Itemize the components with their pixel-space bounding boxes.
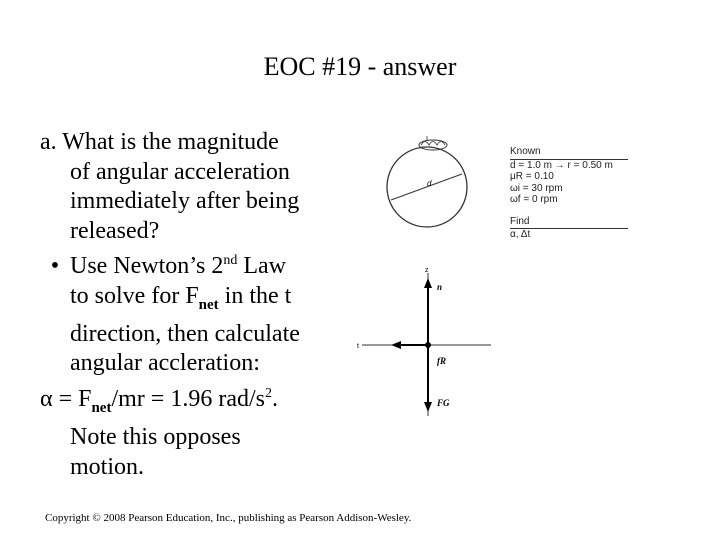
- question-line-4: released?: [70, 217, 160, 244]
- bullet-line-2: [40, 282, 370, 320]
- known-box: [510, 146, 628, 241]
- friction-force-label: fR: [437, 356, 446, 366]
- bullet-sup: nd: [223, 253, 238, 268]
- bullet-text-2: to solve for F: [70, 282, 199, 309]
- formula-line: [40, 379, 370, 423]
- friction-arrowhead: [391, 341, 401, 349]
- question-line-3: immediately after being: [70, 188, 300, 214]
- slide-title-text: EOC #19 - answer: [263, 52, 457, 81]
- formula-pre: α = F: [40, 385, 92, 412]
- question-line-2: of angular acceleration: [70, 158, 290, 185]
- slide-title: [0, 52, 720, 82]
- known-item-4: ωf = 0 rpm: [510, 194, 558, 205]
- known-item-1: d = 1.0 m → r = 0.50 m: [510, 159, 613, 171]
- formula-mid: /mr = 1.96 rad/s: [111, 385, 265, 412]
- bullet-text-1b: Law: [237, 253, 286, 279]
- question-line-1: a. What is the magnitude: [40, 129, 279, 155]
- point-dot: [425, 342, 431, 348]
- formula-sub: net: [91, 399, 112, 416]
- body-text: [40, 128, 370, 482]
- note-line-2: motion.: [70, 453, 145, 480]
- bullet-text-2b: in the t: [218, 282, 292, 309]
- known-spacer: [510, 206, 628, 216]
- normal-arrowhead: [424, 278, 432, 288]
- find-heading: Find: [510, 215, 530, 227]
- find-item-1: α, Δt: [510, 229, 531, 240]
- bullet-line-1: [40, 246, 370, 282]
- bullet-line-3: direction, then calculate: [70, 320, 300, 347]
- bullet-text-1: Use Newton’s 2: [70, 253, 224, 279]
- formula-sup: 2: [264, 385, 272, 401]
- note-line-1: Note this opposes: [70, 424, 241, 451]
- gravity-arrowhead: [424, 402, 432, 412]
- known-item-3: ωi = 30 rpm: [510, 182, 563, 194]
- bullet-line-4: angular accleration:: [70, 350, 260, 377]
- z-axis-label: z: [425, 267, 429, 274]
- copyright-text: Copyright © 2008 Pearson Education, Inc., publishing as Pearson Addison-Wesley.: [45, 512, 412, 524]
- bullet-sub: net: [198, 296, 219, 313]
- known-heading: Known: [510, 146, 541, 157]
- formula-end: .: [271, 385, 278, 412]
- t-axis-label: t: [357, 343, 359, 350]
- bullet-dot: •: [50, 253, 60, 279]
- known-item-2: μR = 0.10: [510, 171, 554, 182]
- normal-force-label: n: [437, 282, 443, 292]
- diameter-label: d: [427, 179, 432, 188]
- gravity-force-label: FG: [437, 398, 450, 408]
